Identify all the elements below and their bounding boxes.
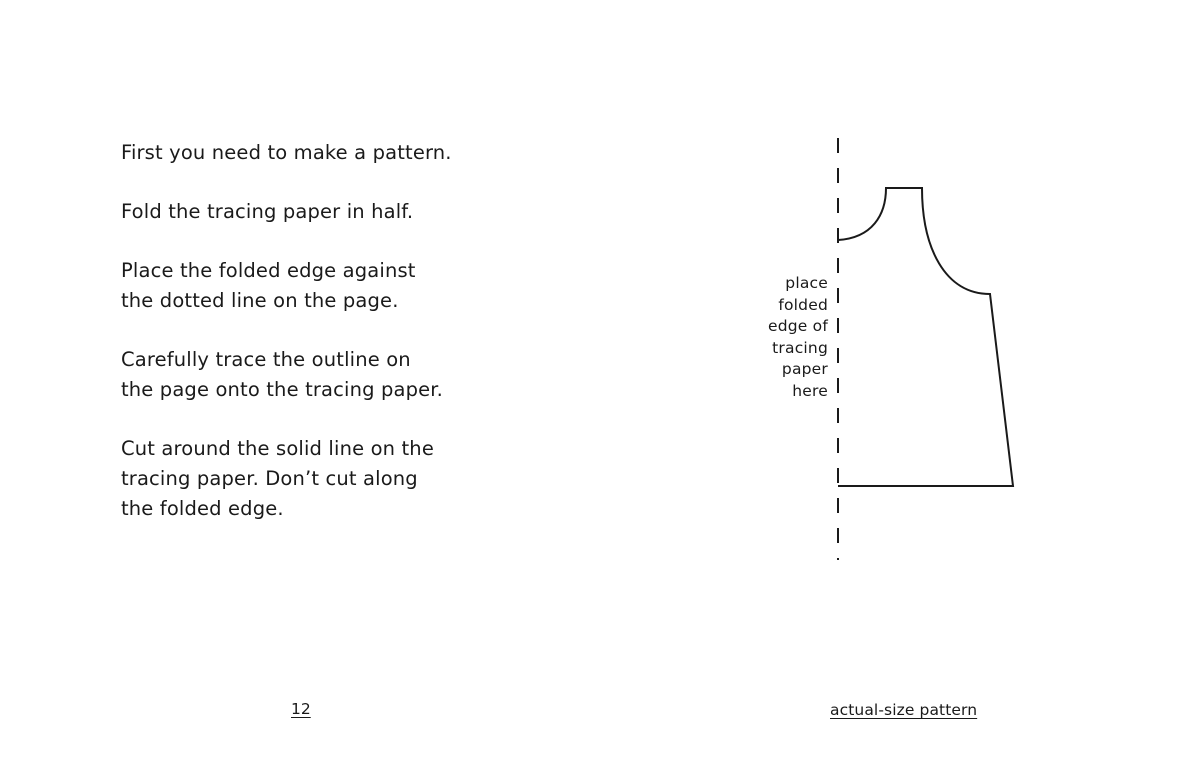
instruction-line: Fold the tracing paper in half. [121,200,414,223]
instruction-line: the folded edge. [121,497,284,520]
page-caption: actual-size pattern [830,701,978,719]
fold-label-line: place [785,274,828,292]
instructions-text [121,138,541,553]
fold-instruction-label [708,273,828,403]
instruction-step-2 [121,197,541,227]
garment-outline [838,188,1013,486]
fold-label-line: edge of [767,317,828,336]
instruction-step-3 [121,256,541,316]
instruction-line: Carefully trace the outline on [121,348,411,371]
fold-label-line: paper [781,360,828,379]
instruction-line: the dotted line on the page. [121,289,399,312]
instruction-step-4 [121,345,541,405]
fold-label-line: here [792,381,828,400]
instruction-step-5 [121,434,541,524]
instruction-line: Cut around the solid line on the [121,437,434,460]
fold-label-line: folded [778,295,828,314]
page-number: 12 [291,700,311,718]
instruction-line: tracing paper. Don’t cut along [121,467,418,490]
instruction-line: Place the folded edge against [121,259,416,282]
instruction-line: First you need to make a pattern. [121,141,452,164]
instruction-line: the page onto the tracing paper. [121,378,443,401]
instruction-step-1 [121,138,541,168]
fold-label-line: tracing [772,338,828,357]
